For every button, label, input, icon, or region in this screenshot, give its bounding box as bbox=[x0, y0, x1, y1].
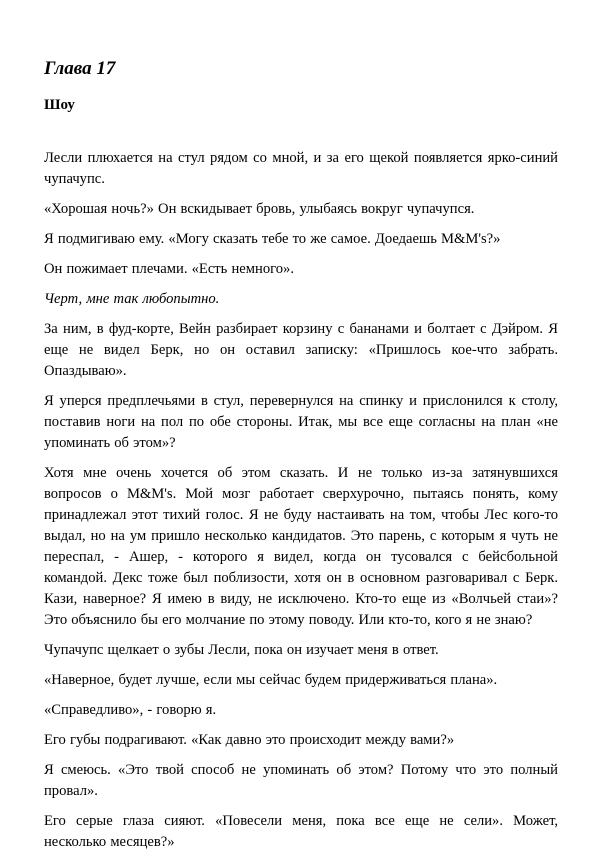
paragraph: Хотя мне очень хочется об этом сказать. И не только из-за затянувшихся вопросов о M&M's. Мой мозг работает сверхурочно, пытаясь понять, кому принадлежал этот тихий голос. Я не буду настаивать на том, чтобы Лес кого-то выдал, но на ум пришло несколько кандидатов. Это парень, с которым я чуть не переспал, - Ашер, - которого я видел, когда он тусовался с бейсбольной командой. Декс тоже был поблизости, хотя он в основном разговаривал с Берк. Кази, наверное? Я имею в виду, не исключено. Кто-то еще из «Волчьей стаи»? Это объяснило бы его молчание по этому поводу. Или кто-то, кого я не знаю? bbox=[44, 465, 558, 628]
paragraph: За ним, в фуд-корте, Вейн разбирает корзину с бананами и болтает с Дэйром. Я еще не видел Берк, но он оставил записку: «Пришлось кое-что забрать. Опаздываю». bbox=[44, 321, 558, 379]
chapter-title: Глава 17 bbox=[44, 58, 116, 79]
paragraph: Он пожимает плечами. «Есть немного». bbox=[44, 261, 294, 277]
paragraph: Чупачупс щелкает о зубы Лесли, пока он изучает меня в ответ. bbox=[44, 642, 439, 658]
paragraph: Его серые глаза сияют. «Повесели меня, пока все еще не сели». Может, несколько месяцев?» bbox=[44, 813, 558, 850]
section-title: Шоу bbox=[44, 97, 75, 113]
paragraph: «Справедливо», - говорю я. bbox=[44, 702, 217, 718]
paragraph: Я уперся предплечьями в стул, перевернулся на спинку и прислонился к столу, поставив ноги на пол по обе стороны. Итак, мы все еще согласны на план «не упоминать об этом»? bbox=[44, 393, 558, 451]
paragraph: Его губы подрагивают. «Как давно это происходит между вами?» bbox=[44, 732, 455, 748]
paragraph: Я смеюсь. «Это твой способ не упоминать об этом? Потому что это полный провал». bbox=[44, 762, 558, 799]
paragraph: Черт, мне так любопытно. bbox=[44, 291, 220, 307]
chapter-body bbox=[44, 148, 558, 853]
paragraph: «Хорошая ночь?» Он вскидывает бровь, улыбаясь вокруг чупачупся. bbox=[44, 201, 475, 217]
paragraph: Лесли плюхается на стул рядом со мной, и за его щекой появляется ярко-синий чупачупс. bbox=[44, 150, 558, 187]
paragraph: «Наверное, будет лучше, если мы сейчас будем придерживаться плана». bbox=[44, 672, 498, 688]
paragraph: Я подмигиваю ему. «Могу сказать тебе то же самое. Доедаешь M&M's?» bbox=[44, 231, 501, 247]
